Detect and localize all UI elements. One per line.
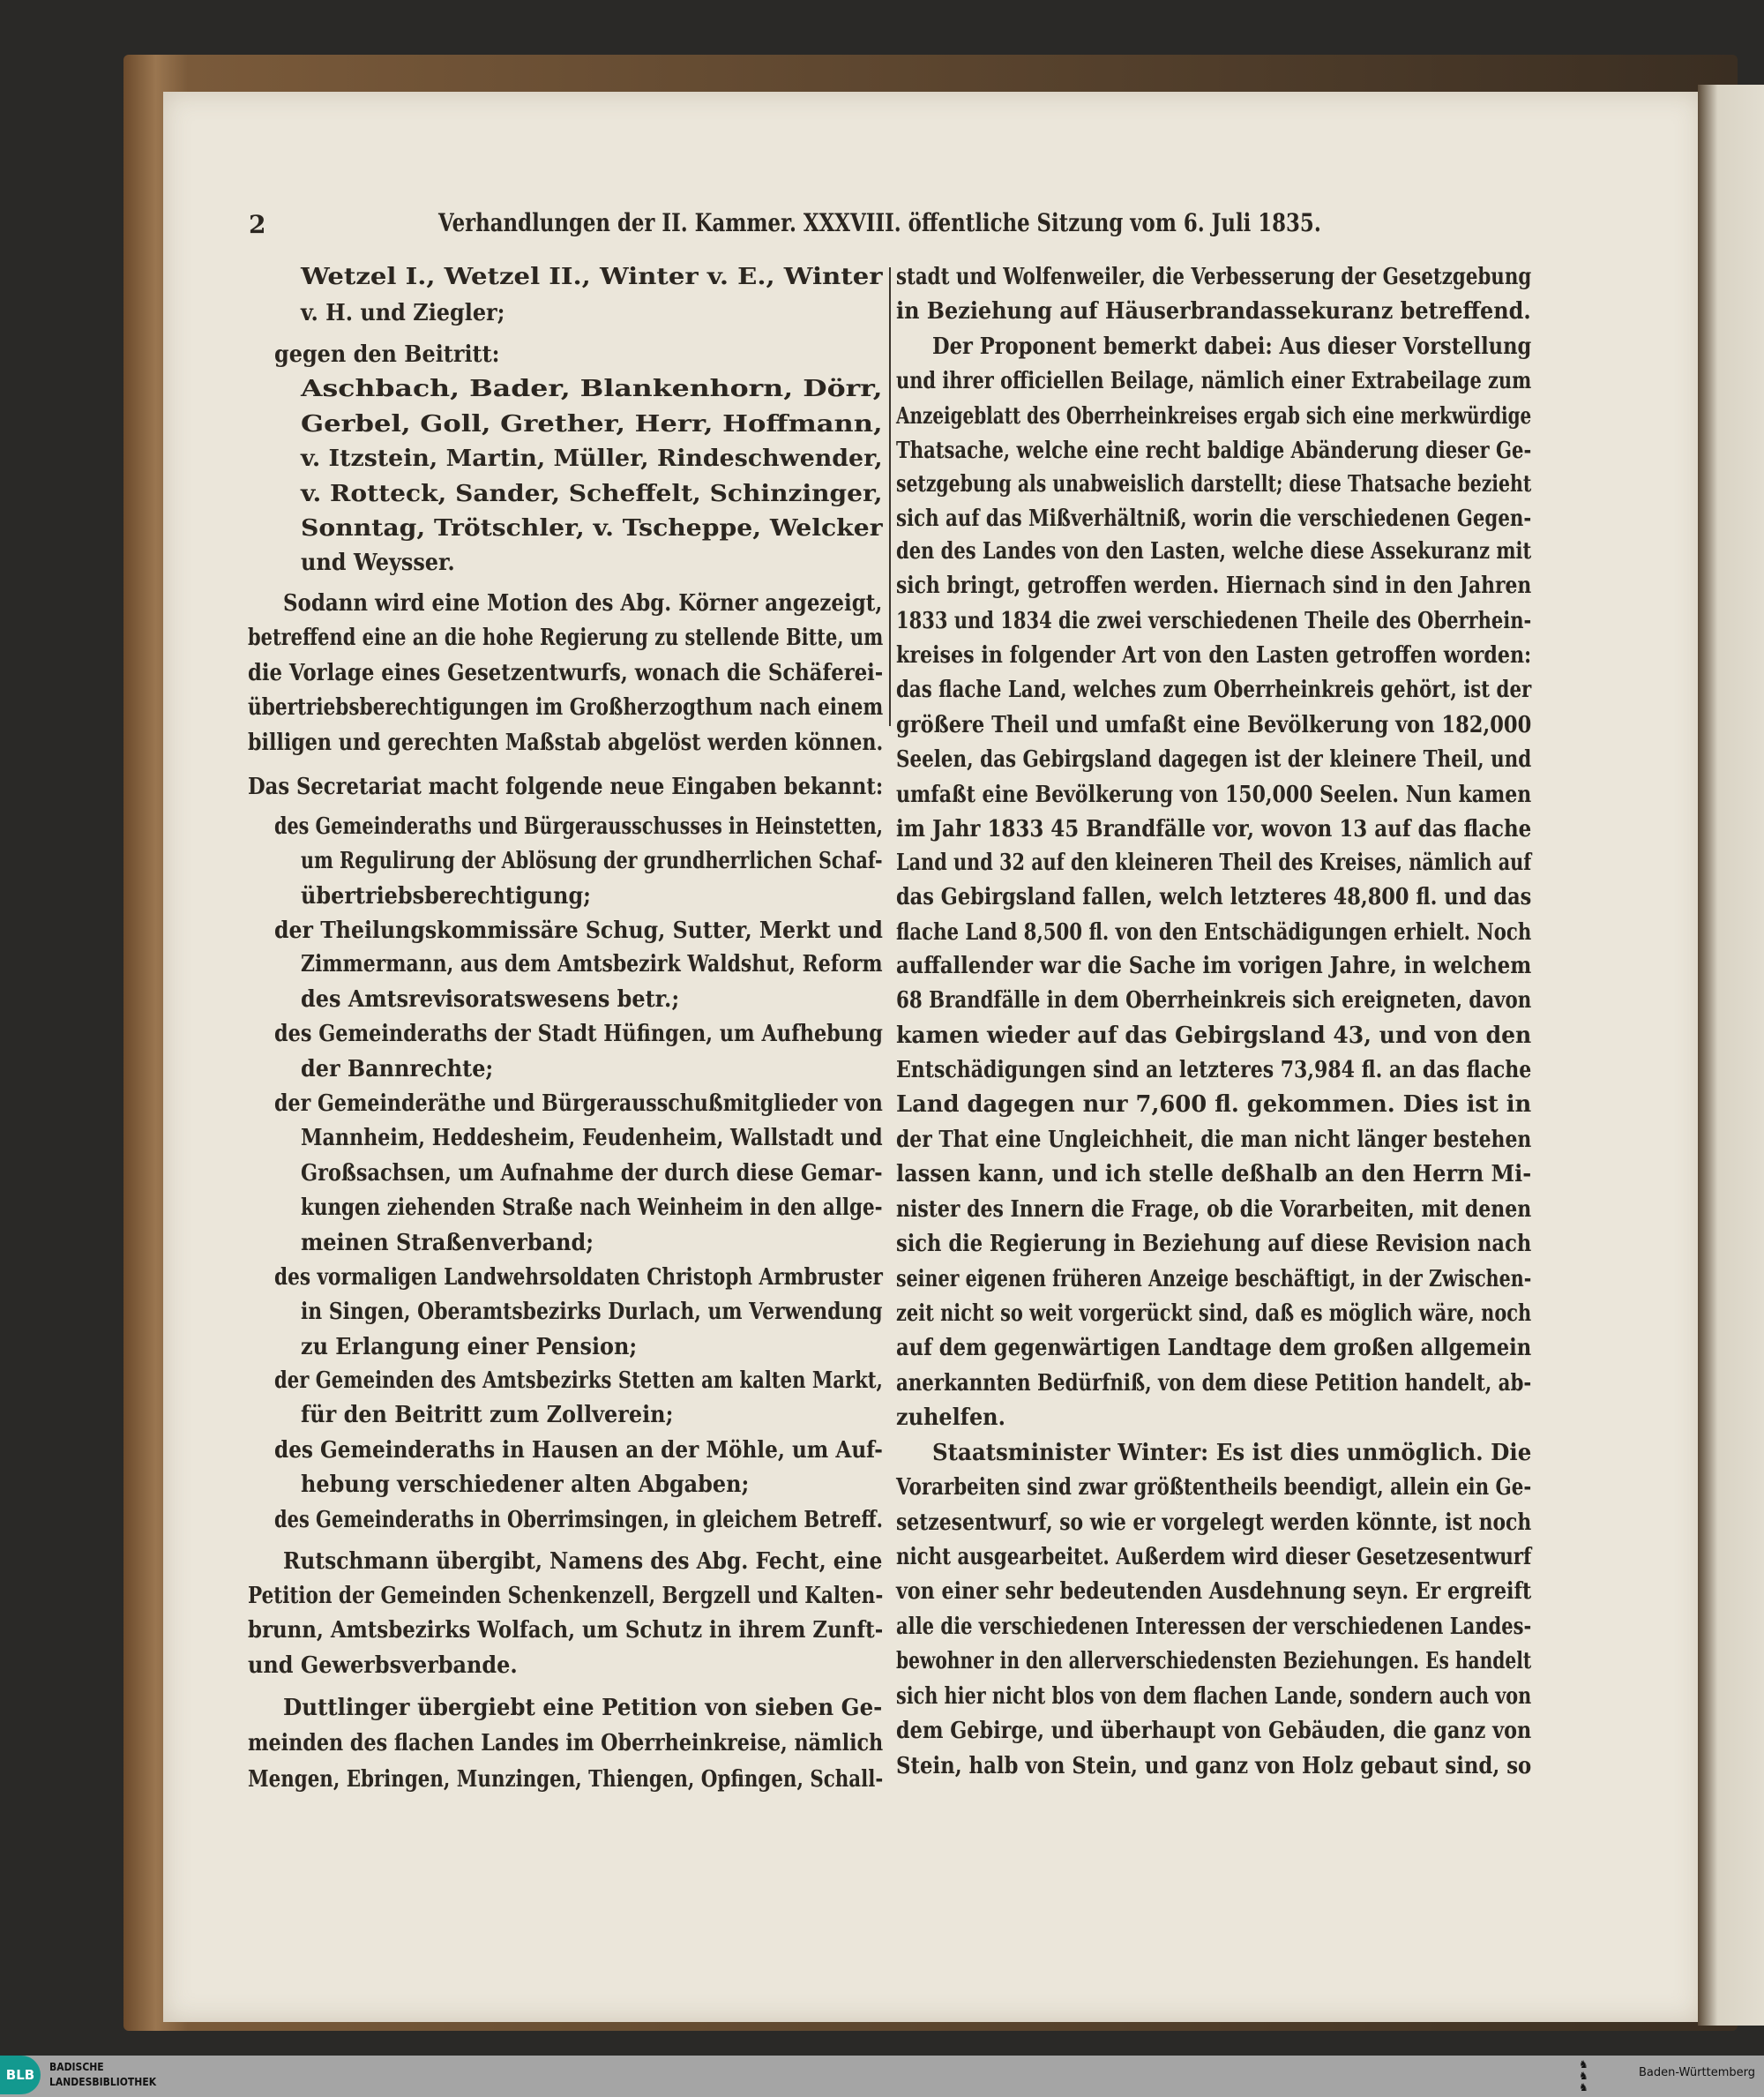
text-line: von einer sehr bedeutenden Ausdehnung seyn. Er ergreift [895,1578,1532,1606]
text-line: 1833 und 1834 die zwei verschiedenen Theile des Oberrhein- [895,607,1532,634]
text-line: Vorarbeiten sind zwar größtentheils beendigt, allein ein Ge- [895,1474,1532,1502]
text-line: in Beziehung auf Häuserbrandassekuranz betreffend. [895,298,1531,326]
text-line: v. H. und Ziegler; [301,299,505,326]
text-line: sich bringt, getroffen werden. Hiernach sind in den Jahren [895,573,1532,600]
text-line: v. Rotteck, Sander, Scheffelt, Schinzinger, [301,480,883,507]
text-line: kungen ziehenden Straße nach Weinheim in den allge- [301,1195,883,1222]
text-line: Der Proponent bemerkt dabei: Aus dieser Vorstellung [931,333,1532,360]
text-line: der Bannrechte; [301,1055,494,1082]
text-line: für den Beitritt zum Zollverein; [301,1402,674,1429]
text-line: des vormaligen Landwehrsoldaten Christoph Armbruster [273,1264,883,1292]
text-line: Zimmermann, aus dem Amtsbezirk Waldshut, Reform [301,951,883,978]
text-line: Aschbach, Bader, Blankenhorn, Dörr, [301,376,883,403]
text-line: setzgebung als unabweislich darstellt; diese Thatsache bezieht [895,470,1532,498]
text-line: die Vorlage eines Gesetzentwurfs, wonach die Schäferei- [247,659,883,686]
text-line: setzesentwurf, so wie er vorgelegt werden könnte, ist noch [895,1509,1532,1536]
text-line: hebung verschiedener alten Abgaben; [301,1472,750,1499]
text-line: kreises in folgender Art von den Lasten getroffen worden: [895,641,1532,669]
text-line: zeit nicht so weit vorgerückt sind, daß es möglich wäre, noch [895,1300,1532,1327]
next-page-edge [1698,85,1764,2026]
text-line: der Gemeinderäthe und Bürgerausschußmitglieder von [273,1090,883,1117]
text-line: sich hier nicht blos von dem flachen Lande, sondern auch von [895,1682,1532,1710]
text-line: flache Land 8,500 fl. von den Entschädigungen erhielt. Noch [895,918,1532,946]
text-line: des Gemeinderaths in Oberrimsingen, in gleichem Betreff. [273,1506,883,1533]
blb-logo[interactable]: BLB [0,2056,41,2094]
text-line: um Regulirung der Ablösung der grundherrlichen Schaf- [301,848,883,875]
text-line: brunn, Amtsbezirks Wolfach, um Schutz in ihrem Zunft- [247,1617,883,1644]
state-name[interactable]: Baden-Württemberg [1639,2066,1755,2079]
text-line: Mengen, Ebringen, Munzingen, Thiengen, Opfingen, Schall- [247,1765,883,1793]
text-line: sich die Regierung in Beziehung auf diese Revision nach [895,1231,1532,1258]
text-line: des Gemeinderaths in Hausen an der Möhle, um Auf- [273,1436,883,1464]
text-line: alle die verschiedenen Interessen der verschiedenen Landes- [895,1613,1532,1640]
text-line: Rutschmann übergibt, Namens des Abg. Fecht, eine [283,1547,883,1575]
text-line: billigen und gerechten Maßstab abgelöst werden können. [247,729,883,756]
text-line: dem Gebirge, und überhaupt von Gebäuden, die ganz von [895,1718,1532,1745]
text-line: nicht ausgearbeitet. Außerdem wird dieser Gesetzesentwurf [895,1543,1532,1570]
text-line: des Amtsrevisoratswesens betr.; [301,985,680,1013]
text-line: und Gewerbsverbande. [247,1651,518,1679]
text-line: der Theilungskommissäre Schug, Sutter, Merkt und [273,917,883,945]
text-line: zuhelfen. [895,1404,1005,1432]
text-line: Stein, halb von Stein, und ganz von Holz gebaut sind, so [895,1752,1532,1779]
text-line: der Gemeinden des Amtsbezirks Stetten am kalten Markt, [273,1367,883,1394]
column-divider [889,267,891,726]
text-line: Mannheim, Heddesheim, Feudenheim, Wallstadt und [301,1125,883,1152]
text-line: umfaßt eine Bevölkerung von 150,000 Seelen. Nun kamen [895,781,1532,808]
text-line: lassen kann, und ich stelle deßhalb an den Herrn Mi- [895,1161,1532,1188]
viewer-footer [0,2056,1764,2097]
state-lions-icon: ♞ ♞ ♞ [1579,2058,1588,2093]
text-line: kamen wieder auf das Gebirgsland 43, und von den [895,1022,1532,1049]
text-line: gegen den Beitritt: [273,341,500,368]
text-line: v. Itzstein, Martin, Müller, Rindeschwender, [301,446,883,473]
text-line: Wetzel I., Wetzel II., Winter v. E., Winter [301,263,883,290]
text-line: Duttlinger übergiebt eine Petition von sieben Ge- [283,1695,883,1722]
text-line: im Jahr 1833 45 Brandfälle vor, wovon 13 auf das flache [895,816,1532,843]
text-line: Land und 32 auf den kleineren Theil des Kreises, nämlich auf [895,850,1532,876]
text-line: das flache Land, welches zum Oberrheinkreis gehört, ist der [895,677,1532,704]
text-line: 68 Brandfälle in dem Oberrheinkreis sich ereigneten, davon [895,987,1532,1015]
text-line: Thatsache, welche eine recht baldige Abänderung dieser Ge- [895,437,1532,464]
text-line: des Gemeinderaths und Bürgerausschusses in Heinstetten, [273,813,883,841]
text-line: Entschädigungen sind an letzteres 73,984 fl. an das flache [895,1057,1532,1084]
text-line: meinden des flachen Landes im Oberrheinkreise, nämlich [247,1729,883,1756]
text-line: betreffend eine an die hohe Regierung zu stellende Bitte, um [247,625,883,652]
text-line: Anzeigeblatt des Oberrheinkreises ergab sich eine merkwürdige [895,402,1532,430]
text-line: stadt und Wolfenweiler, die Verbesserung der Gesetzgebung [895,263,1532,290]
text-line: Gerbel, Goll, Grether, Herr, Hoffmann, [301,410,883,438]
text-line: Seelen, das Gebirgsland dagegen ist der kleinere Theil, und [895,746,1532,774]
text-line: Petition der Gemeinden Schenkenzell, Bergzell und Kalten- [247,1582,883,1609]
library-name-line1: BADISCHE [49,2061,104,2073]
text-line: Staatsminister Winter: Es ist dies unmöglich. Die [931,1439,1532,1466]
text-line: übertriebsberechtigungen im Großherzogthum nach einem [247,694,883,722]
running-header: Verhandlungen der II. Kammer. XXXVIII. öffentliche Sitzung vom 6. Juli 1835. [438,208,1321,237]
page-number: 2 [249,210,266,239]
text-line: zu Erlangung einer Pension; [301,1333,638,1360]
text-line: Land dagegen nur 7,600 fl. gekommen. Dies ist in [895,1091,1532,1119]
text-line: des Gemeinderaths der Stadt Hüfingen, um Aufhebung [273,1021,883,1048]
text-line: sich auf das Mißverhältniß, worin die verschiedenen Gegen- [895,506,1532,533]
text-line: und ihrer officiellen Beilage, nämlich einer Extrabeilage zum [895,368,1532,395]
text-line: auf dem gegenwärtigen Landtage dem großen allgemein [895,1335,1532,1362]
text-line: größere Theil und umfaßt eine Bevölkerung von 182,000 [895,711,1532,738]
text-line: und Weysser. [301,550,455,577]
text-line: in Singen, Oberamtsbezirks Durlach, um Verwendung [301,1299,883,1326]
text-line: bewohner in den allerverschiedensten Beziehungen. Es handelt [895,1648,1532,1675]
text-line: Großsachsen, um Aufnahme der durch diese Gemar- [301,1159,883,1187]
library-name[interactable] [49,2060,156,2090]
text-line: den des Landes von den Lasten, welche diese Assekuranz mit [895,537,1532,565]
text-line: Das Secretariat macht folgende neue Eingaben bekannt: [247,773,883,800]
text-line: übertriebsberechtigung; [301,882,592,910]
text-line: Sodann wird eine Motion des Abg. Körner angezeigt, [283,589,883,617]
text-line: meinen Straßenverband; [301,1229,594,1256]
text-line: seiner eigenen früheren Anzeige beschäftigt, in der Zwischen- [895,1265,1532,1292]
text-line: anerkannten Bedürfniß, von dem diese Petition handelt, ab- [895,1369,1532,1397]
text-line: nister des Innern die Frage, ob die Vorarbeiten, mit denen [895,1195,1532,1223]
text-line: auffallender war die Sache im vorigen Jahre, in welchem [895,952,1532,979]
text-line: Sonntag, Trötschler, v. Tscheppe, Welcker [301,514,883,542]
library-name-line2: LANDESBIBLIOTHEK [49,2076,157,2088]
text-line: das Gebirgsland fallen, welch letzteres 48,800 fl. und das [895,884,1532,911]
text-line: der That eine Ungleichheit, die man nicht länger bestehen [895,1126,1532,1153]
